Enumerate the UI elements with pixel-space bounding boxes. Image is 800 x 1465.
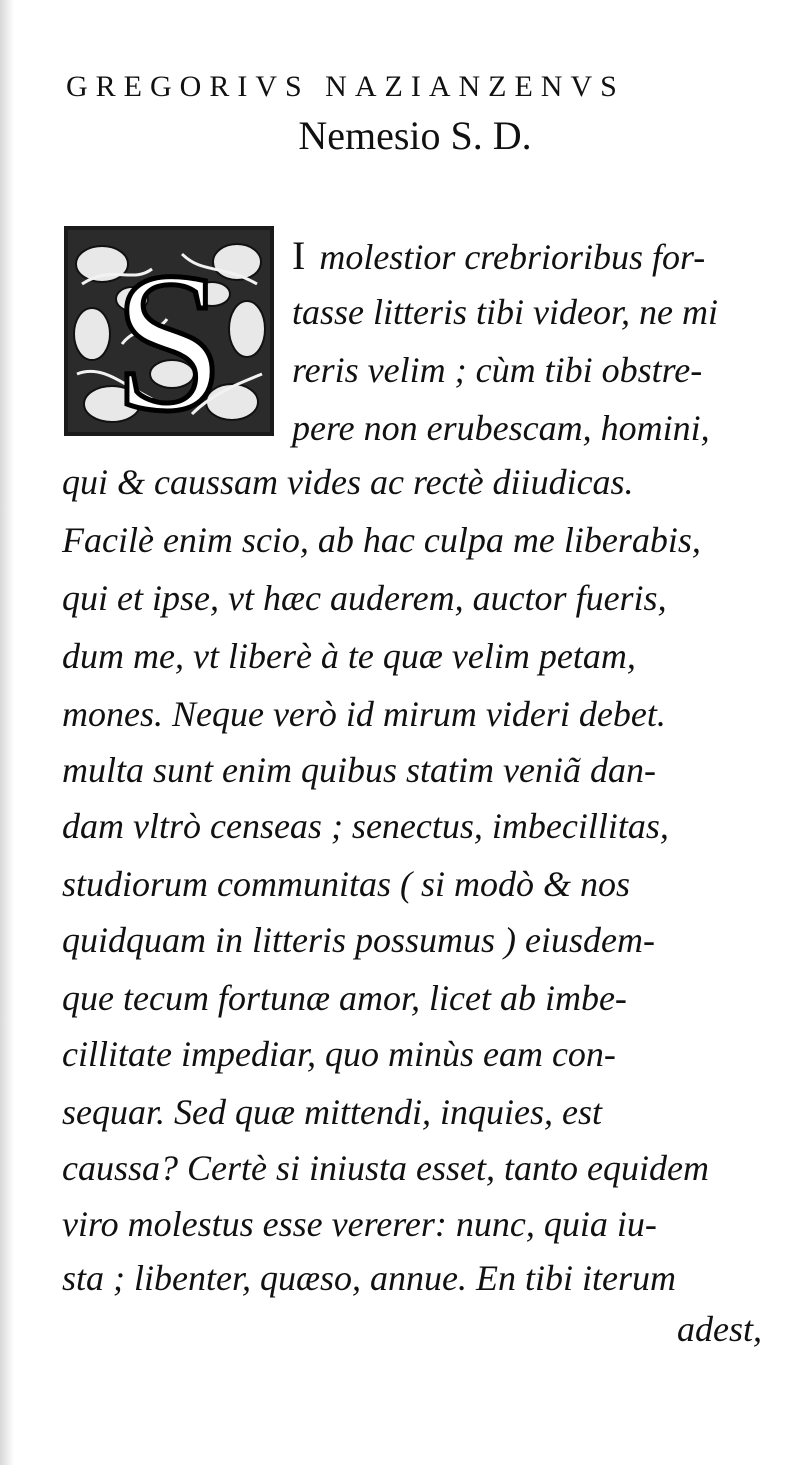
text-line-6: Facilè enim scio, ab hac culpa me liberabis,	[62, 520, 701, 560]
text-line-7: qui et ipse, vt hæc auderem, auctor fueris,	[62, 578, 667, 618]
text-line-8: dum me, vt liberè à te quæ velim petam,	[62, 636, 636, 676]
first-line-capital: I	[292, 233, 306, 278]
text-line-13: quidquam in litteris possumus ) eiusdem-	[62, 920, 655, 960]
page-gutter-shadow	[0, 0, 14, 1465]
letter-addressee-heading: Nemesio S. D.	[298, 113, 532, 158]
text-line-2: tasse litteris tibi videor, ne mi	[292, 292, 718, 332]
text-line-18: viro molestus esse vererer: nunc, quia iu-	[62, 1204, 657, 1244]
text-line-11: dam vltrò censeas ; senectus, imbecillitas,	[62, 806, 669, 846]
letter-author-heading: GREGORIVS NAZIANZENVS	[66, 70, 625, 103]
text-line-15: cillitate impediar, quo minùs eam con-	[62, 1034, 616, 1074]
decorated-initial	[62, 224, 276, 438]
text-line-14: que tecum fortunæ amor, licet ab imbe-	[62, 978, 627, 1018]
text-line-4: pere non erubescam, homini,	[292, 408, 710, 448]
text-line-19: sta ; libenter, quæso, annue. En tibi iterum	[62, 1258, 676, 1298]
text-line-5: qui & caussam vides ac rectè diiudicas.	[62, 462, 634, 502]
text-line-1-rest: molestior crebrioribus for-	[319, 237, 706, 277]
text-line-12: studiorum communitas ( si modò & nos	[62, 864, 631, 904]
text-line-1	[292, 233, 706, 278]
initial-letter-s: S	[113, 232, 225, 438]
text-line-9: mones. Neque verò id mirum videri debet.	[62, 694, 666, 734]
text-line-17: caussa? Certè si iniusta esset, tanto equidem	[62, 1148, 709, 1188]
catchword: adest,	[677, 1309, 762, 1349]
woodcut-initial-ornament	[62, 224, 276, 438]
text-line-10: multa sunt enim quibus statim veniã dan-	[62, 750, 656, 790]
text-line-16: sequar. Sed quæ mittendi, inquies, est	[62, 1092, 602, 1132]
text-line-3: reris velim ; cùm tibi obstre-	[292, 350, 703, 390]
